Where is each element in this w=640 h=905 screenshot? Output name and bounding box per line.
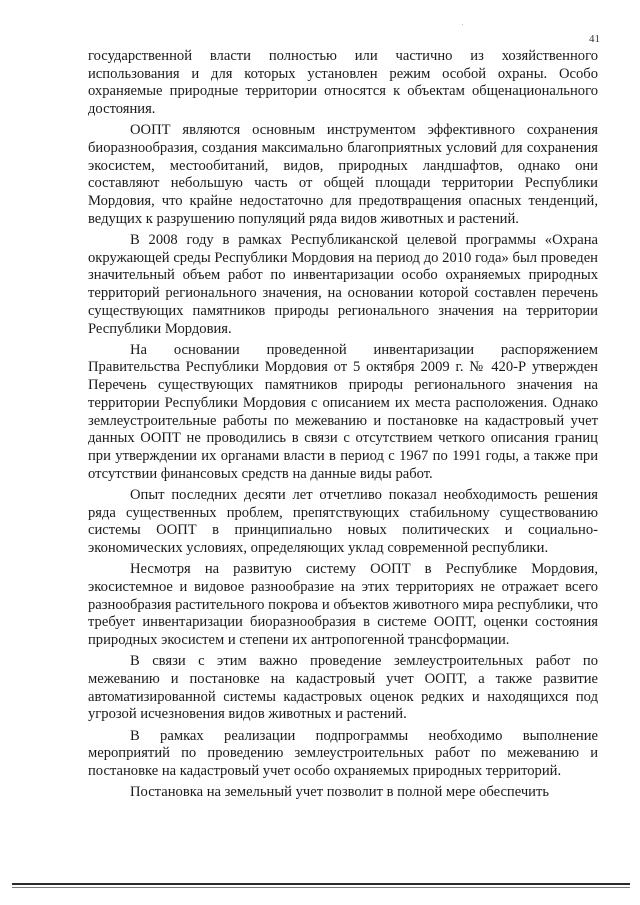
document-body <box>88 48 598 805</box>
page-number: 41 <box>589 33 600 45</box>
scan-speck <box>462 24 463 25</box>
paragraph-7: В связи с этим важно проведение землеустроительных работ по межеванию и постановке на кадастровый учет ООПТ, а также развитие автоматизированной системы кадастровых оценок редких и находящихся под угрозой исчезновения видов животных и растений. <box>88 653 598 723</box>
paragraph-1: государственной власти полностью или частично из хозяйственного использования и для которых установлен режим особой охраны. Особо охраняемые природные территории относятся к объектам общенационального достояния. <box>88 48 598 118</box>
paragraph-5: Опыт последних десяти лет отчетливо показал необходимость решения ряда существенных проблем, препятствующих стабильному существованию системы ООПТ в принципиально новых политических и социально-экономических условиях, определяющих уклад современной республики. <box>88 486 598 556</box>
paragraph-3: В 2008 году в рамках Республиканской целевой программы «Охрана окружающей среды Республики Мордовия на период до 2010 года» был проведен значительный объем работ по инвентаризации особо охраняемых природных территорий регионального значения, на основании которой составлен перечень существующих памятников природы регионального значения на территории Республики Мордовия. <box>88 232 598 337</box>
bottom-border-line-thin <box>12 887 630 888</box>
paragraph-8: В рамках реализации подпрограммы необходимо выполнение мероприятий по проведению землеустроительных работ по межеванию и постановке на кадастровый учет особо охраняемых природных территорий. <box>88 727 598 779</box>
paragraph-4: На основании проведенной инвентаризации распоряжением Правительства Республики Мордовия от 5 октября 2009 г. № 420-Р утвержден Перечень существующих памятников природы регионального значения на территории Республики Мордовия с описанием их места расположения. Однако землеустроительные работы по межеванию и постановке на кадастровый учет данных ООПТ не проводились в связи с отсутствием четкого описания границ при утверждении их органами власти в период с 1967 по 1991 годы, а также при отсутствии финансовых средств на данные виды работ. <box>88 341 598 482</box>
bottom-border-line <box>12 883 630 885</box>
paragraph-6: Несмотря на развитую систему ООПТ в Республике Мордовия, экосистемное и видовое разнообразие на этих территориях не отражает всего разнообразия растительного покрова и объектов животного мира республики, что требует инвентаризации биоразнообразия в системе ООПТ, оценки состояния природных экосистем и степени их антропогенной трансформации. <box>88 561 598 648</box>
paragraph-9: Постановка на земельный учет позволит в полной мере обеспечить <box>130 784 550 801</box>
paragraph-2: ООПТ являются основным инструментом эффективного сохранения биоразнообразия, создания максимально благоприятных условий для сохранения экосистем, местообитаний, видов, природных ландшафтов, однако они составляют небольшую часть от общей площади территории Республики Мордовия, что крайне недостаточно для предотвращения опасных тенденций, ведущих к разрушению популяций ряда видов животных и растений. <box>88 122 598 227</box>
